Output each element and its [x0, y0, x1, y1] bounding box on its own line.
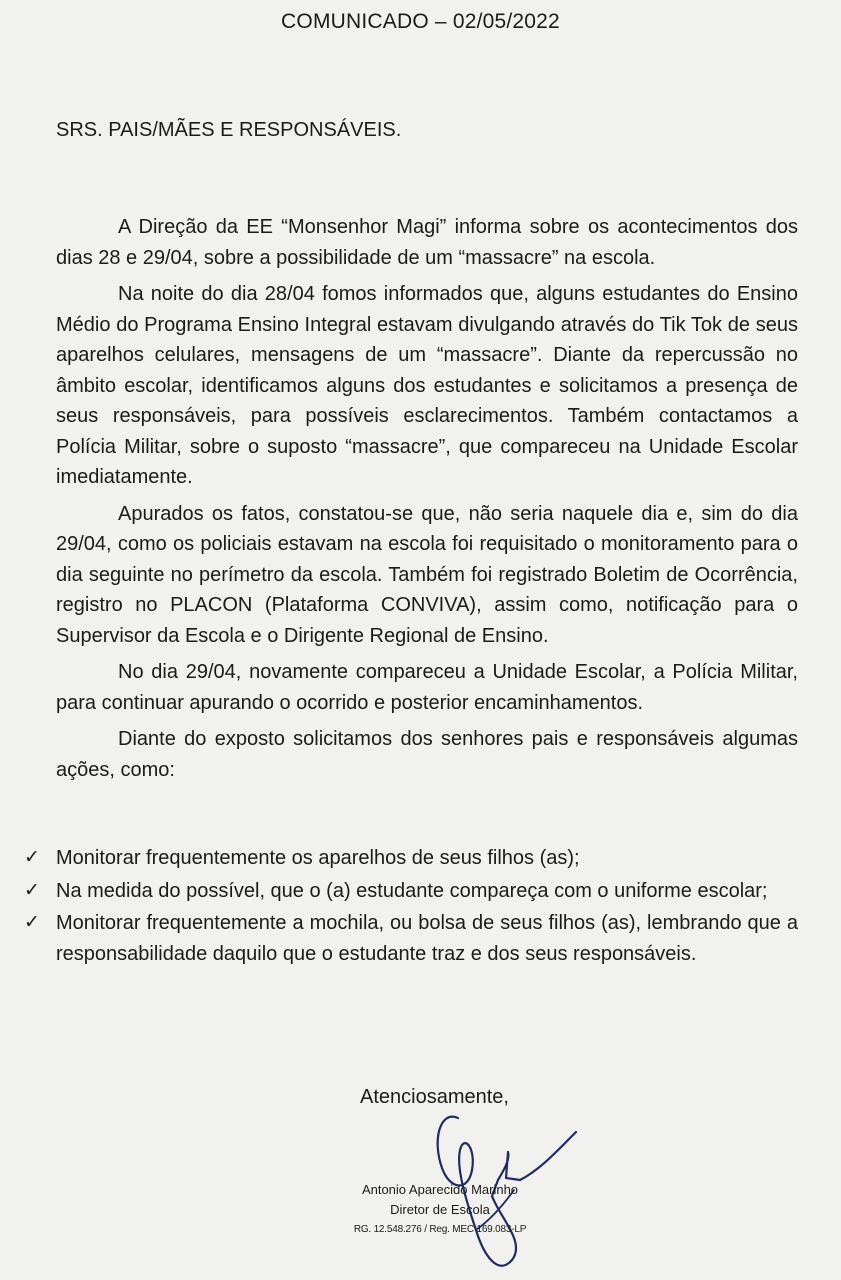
paragraph: Apurados os fatos, constatou-se que, não seria naquele dia e, sim do dia 29/04, como os policiais estavam na escola foi requisitado o monitoramento para o dia seguinte no perímetro da escola. Também foi registrado Boletim de Ocorrência, registro no PLACON (Plataforma CONVIVA), assim como, notificação para o Supervisor da Escola e o Dirigente Regional de Ensino.	[56, 502, 798, 647]
requested-actions-list	[24, 843, 798, 971]
salutation: SRS. PAIS/MÃES E RESPONSÁVEIS.	[56, 119, 402, 141]
list-item-text: Na medida do possível, que o (a) estudante compareça com o uniforme escolar;	[56, 879, 768, 902]
document-title: COMUNICADO – 02/05/2022	[281, 10, 560, 33]
list-item	[24, 843, 798, 874]
signer-role: Diretor de Escola	[390, 1202, 490, 1217]
checkmark-icon: ✓	[24, 912, 40, 933]
paragraph: Diante do exposto solicitamos dos senhores pais e responsáveis algumas ações, como:	[56, 728, 798, 781]
checkmark-icon: ✓	[24, 847, 40, 868]
paragraph: Na noite do dia 28/04 fomos informados que, alguns estudantes do Ensino Médio do Programa Ensino Integral estavam divulgando através do Tik Tok de seus aparelhos celulares, mensagens de um “massacre”. Diante da repercussão no âmbito escolar, identificamos alguns dos estudantes e solicitamos a presença de seus responsáveis, para possíveis esclarecimentos. Também contactamos a Polícia Militar, sobre o suposto “massacre”, que compareceu na Unidade Escolar imediatamente.	[56, 283, 798, 488]
closing: Atenciosamente,	[360, 1086, 509, 1108]
list-item	[24, 876, 798, 907]
list-item-text: Monitorar frequentemente a mochila, ou bolsa de seus filhos (as), lembrando que a responsabilidade daquilo que o estudante traz e dos seus responsáveis.	[56, 912, 798, 965]
body-text	[56, 212, 798, 791]
paragraph: No dia 29/04, novamente compareceu a Unidade Escolar, a Polícia Militar, para continuar apurando o ocorrido e posterior encaminhamentos.	[56, 661, 798, 714]
signature-block	[330, 1180, 550, 1240]
paragraph: A Direção da EE “Monsenhor Magi” informa sobre os acontecimentos dos dias 28 e 29/04, sobre a possibilidade de um “massacre” na escola.	[56, 216, 798, 269]
signer-name: Antonio Aparecido Marinho	[361, 1182, 519, 1197]
list-item	[24, 908, 798, 969]
signer-registration: RG. 12.548.276 / Reg. MEC 169.083-LP	[353, 1224, 527, 1235]
checkmark-icon: ✓	[24, 879, 40, 901]
list-item-text: Monitorar frequentemente os aparelhos de seus filhos (as);	[56, 847, 580, 869]
